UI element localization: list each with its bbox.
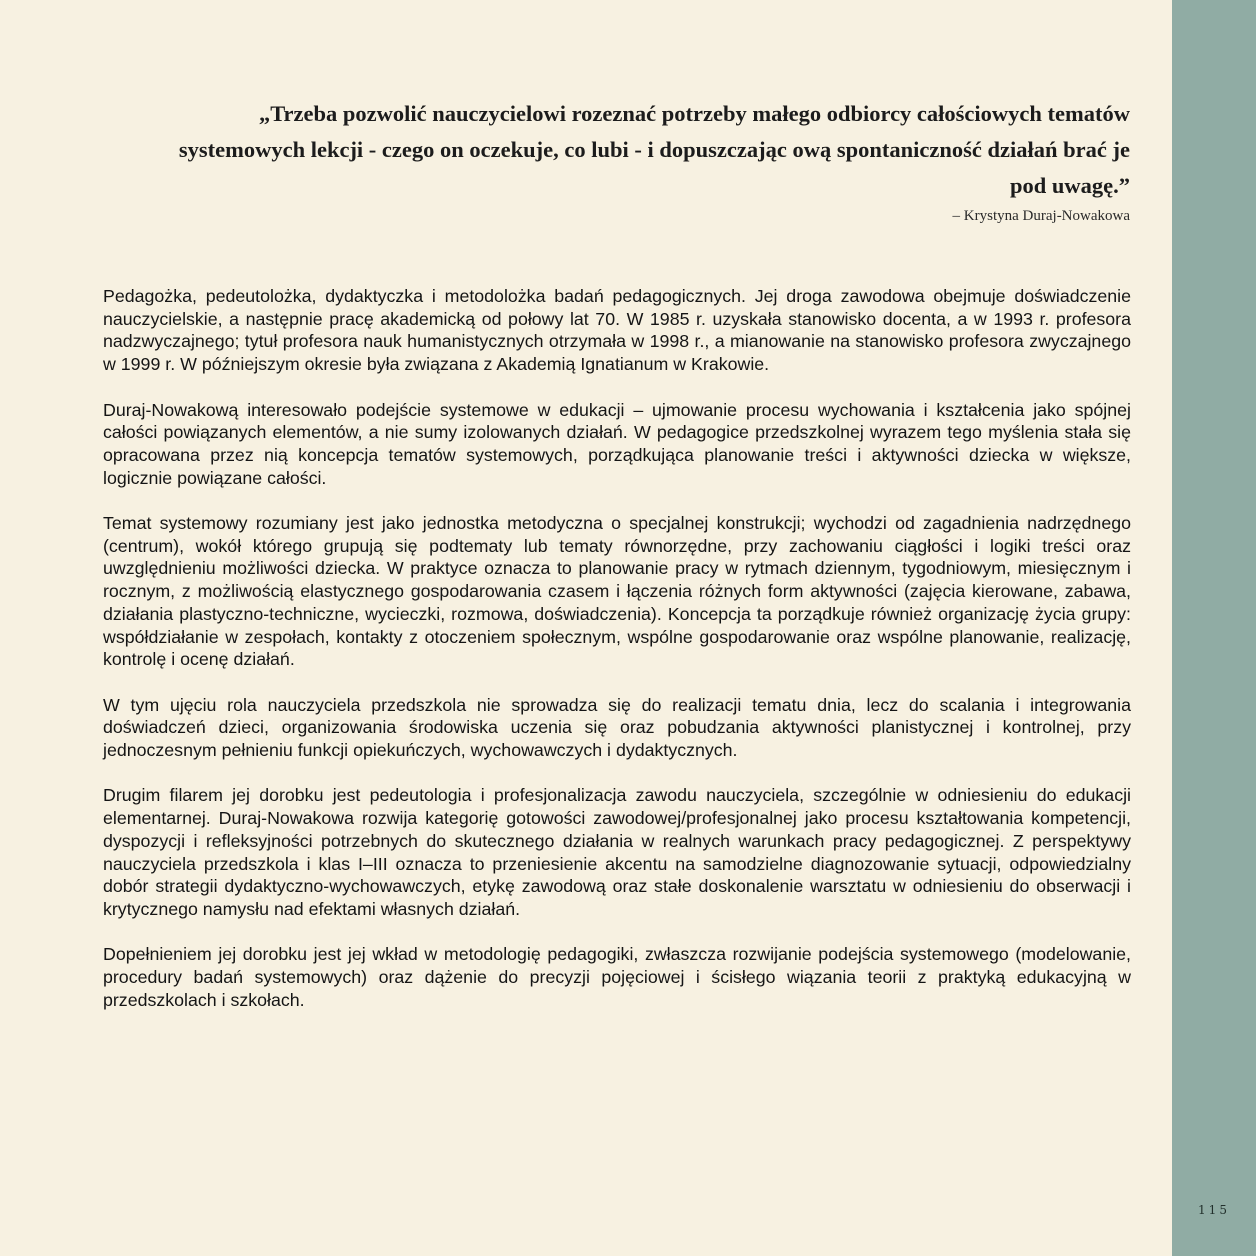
quote-author: – Krystyna Duraj-Nowakowa bbox=[952, 208, 1130, 224]
paragraph-5: Drugim filarem jej dorobku jest pedeutologia i profesjonalizacja zawodu nauczyciela, szczególnie w odniesieniu do edukacji elementarnej. Duraj-Nowakowa rozwija kategorię gotowości zawodowej/profesjonalnej jako procesu kształtowania kompetencji, dyspozycji i refleksyjności potrzebnych do skutecznego działania w realnych warunkach pracy pedagogicznej. Z perspektywy nauczyciela przedszkola i klas I–III oznacza to przeniesienie akcentu na samodzielne diagnozowanie sytuacji, odpowiedzialny dobór strategii dydaktyczno-wychowawczych, etykę zawodową oraz stałe doskonalenie warsztatu w odniesieniu do obserwacji i krytycznego namysłu nad efektami własnych działań. bbox=[103, 785, 1131, 919]
side-band bbox=[1172, 0, 1256, 1256]
paragraph-2: Duraj-Nowakową interesowało podejście systemowe w edukacji – ujmowanie procesu wychowania i kształcenia jako spójnej całości powiązanych elementów, a nie sumy izolowanych działań. W pedagogice przedszkolnej wyrazem tego myślenia stała się opracowana przez nią koncepcja tematów systemowych, porządkująca planowanie treści i aktywności dziecka w większe, logicznie powiązane całości. bbox=[103, 399, 1131, 488]
quote-text: „Trzeba pozwolić nauczycielowi rozeznać potrzeby małego odbiorcy całościowych tematów systemowych lekcji - czego on oczekuje, co lubi - i dopuszczając ową spontaniczność działań brać je pod uwagę.” bbox=[178, 101, 1130, 198]
paragraph-4: W tym ujęciu rola nauczyciela przedszkola nie sprowadza się do realizacji tematu dnia, lecz do scalania i integrowania doświadczeń dzieci, organizowania środowiska uczenia się oraz pobudzania aktywności planistycznej i kontrolnej, przy jednoczesnym pełnieniu funkcji opiekuńczych, wychowawczych i dydaktycznych. bbox=[103, 694, 1131, 761]
page-number: 115 bbox=[1198, 1203, 1230, 1217]
article-body bbox=[103, 285, 1131, 1034]
paragraph-6: Dopełnieniem jej dorobku jest jej wkład w metodologię pedagogiki, zwłaszcza rozwijanie podejścia systemowego (modelowanie, procedury badań systemowych) oraz dążenie do precyzji pojęciowej i ścisłego wiązania teorii z praktyką edukacyjną w przedszkolach i szkołach. bbox=[103, 944, 1131, 1010]
quote-block bbox=[150, 96, 1130, 226]
paragraph-1: Pedagożka, pedeutolożka, dydaktyczka i metodolożka badań pedagogicznych. Jej droga zawodowa obejmuje doświadczenie nauczycielskie, a następnie pracę akademicką od połowy lat 70. W 1985 r. uzyskała stanowisko docenta, a w 1993 r. profesora nadzwyczajnego; tytuł profesora nauk humanistycznych otrzymała w 1998 r., a mianowanie na stanowisko profesora zwyczajnego w 1999 r. W późniejszym okresie była związana z Akademią Ignatianum w Krakowie. bbox=[103, 286, 1131, 375]
paragraph-3: Temat systemowy rozumiany jest jako jednostka metodyczna o specjalnej konstrukcji; wychodzi od zagadnienia nadrzędnego (centrum), wokół którego grupują się podtematy lub tematy równorzędne, przy zachowaniu ciągłości i logiki treści oraz uwzględnieniu możliwości dziecka. W praktyce oznacza to planowanie pracy w rytmach dziennym, tygodniowym, miesięcznym i rocznym, z możliwością elastycznego gospodarowania czasem i łączenia różnych form aktywności (zajęcia kierowane, zabawa, działania plastyczno-techniczne, wycieczki, rozmowa, doświadczenia). Koncepcja ta porządkuje również organizację życia grupy: współdziałanie w zespołach, kontakty z otoczeniem społecznym, wspólne gospodarowanie oraz wspólne planowanie, realizację, kontrolę i ocenę działań. bbox=[103, 513, 1131, 670]
